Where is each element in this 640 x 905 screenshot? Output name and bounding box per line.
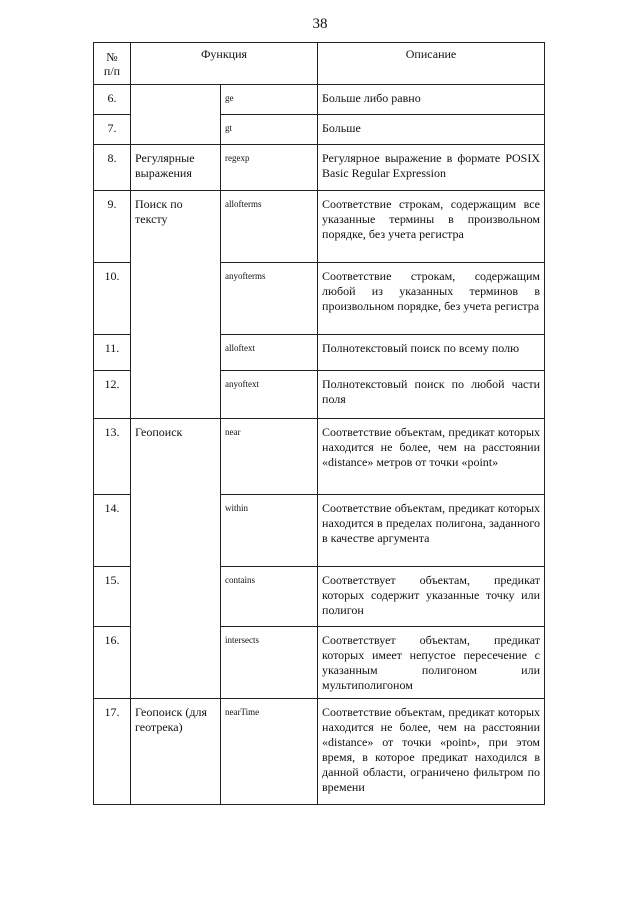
row-number: 7. (94, 115, 131, 145)
row-function: anyofterms (221, 263, 318, 335)
table-row (94, 145, 545, 191)
row-function: allofterms (221, 191, 318, 263)
row-number: 9. (94, 191, 131, 263)
row-category: Регулярные выражения (131, 145, 221, 191)
header-description: Описание (318, 43, 545, 85)
row-function: within (221, 495, 318, 567)
row-category (131, 85, 221, 145)
row-description: Соответствие строкам, содержащим любой из указанных терминов в произвольном порядке, без учета регистра (318, 263, 545, 335)
row-number: 10. (94, 263, 131, 335)
row-description: Соответствие объектам, предикат которых находится не более, чем на расстоянии «distance» метров от точки «point» (318, 419, 545, 495)
row-category: Геопоиск (для геотрека) (131, 699, 221, 805)
row-number: 12. (94, 371, 131, 419)
row-description: Полнотекстовый поиск по всему полю (318, 335, 545, 371)
row-category: Геопоиск (131, 419, 221, 699)
row-category: Поиск по тексту (131, 191, 221, 419)
row-description: Соответствует объектам, предикат которых имеет непустое пересечение с указанным полигоном или мультиполигоном (318, 627, 545, 699)
row-function: anyoftext (221, 371, 318, 419)
row-description: Соответствие объектам, предикат которых находится в пределах полигона, заданного в качестве аргумента (318, 495, 545, 567)
row-function: contains (221, 567, 318, 627)
row-number: 8. (94, 145, 131, 191)
table-row (94, 191, 545, 263)
row-description: Соответствие строкам, содержащим все указанные термины в произвольном порядке, без учета регистра (318, 191, 545, 263)
header-function: Функция (131, 43, 318, 85)
table-row (94, 699, 545, 805)
row-function: nearTime (221, 699, 318, 805)
row-description: Соответствует объектам, предикат которых содержит указанные точку или полигон (318, 567, 545, 627)
row-description: Соответствие объектам, предикат которых находится не более, чем на расстоянии «distance» от точки «point», при этом время, в которое предикат находился в данной области, ограничено фильтром по времени (318, 699, 545, 805)
row-function: gt (221, 115, 318, 145)
row-description: Больше либо равно (318, 85, 545, 115)
table-row (94, 419, 545, 495)
row-function: near (221, 419, 318, 495)
header-num: № п/п (94, 43, 131, 85)
row-number: 15. (94, 567, 131, 627)
table-row (94, 85, 545, 115)
row-number: 14. (94, 495, 131, 567)
table-header-row (94, 43, 545, 85)
row-number: 11. (94, 335, 131, 371)
row-function: regexp (221, 145, 318, 191)
row-description: Больше (318, 115, 545, 145)
row-function: alloftext (221, 335, 318, 371)
row-function: ge (221, 85, 318, 115)
row-number: 17. (94, 699, 131, 805)
row-number: 6. (94, 85, 131, 115)
row-description: Полнотекстовый поиск по любой части поля (318, 371, 545, 419)
page-number: 38 (312, 16, 328, 32)
row-function: intersects (221, 627, 318, 699)
row-number: 16. (94, 627, 131, 699)
row-description: Регулярное выражение в формате POSIX Basic Regular Expression (318, 145, 545, 191)
row-number: 13. (94, 419, 131, 495)
functions-table (93, 42, 545, 805)
